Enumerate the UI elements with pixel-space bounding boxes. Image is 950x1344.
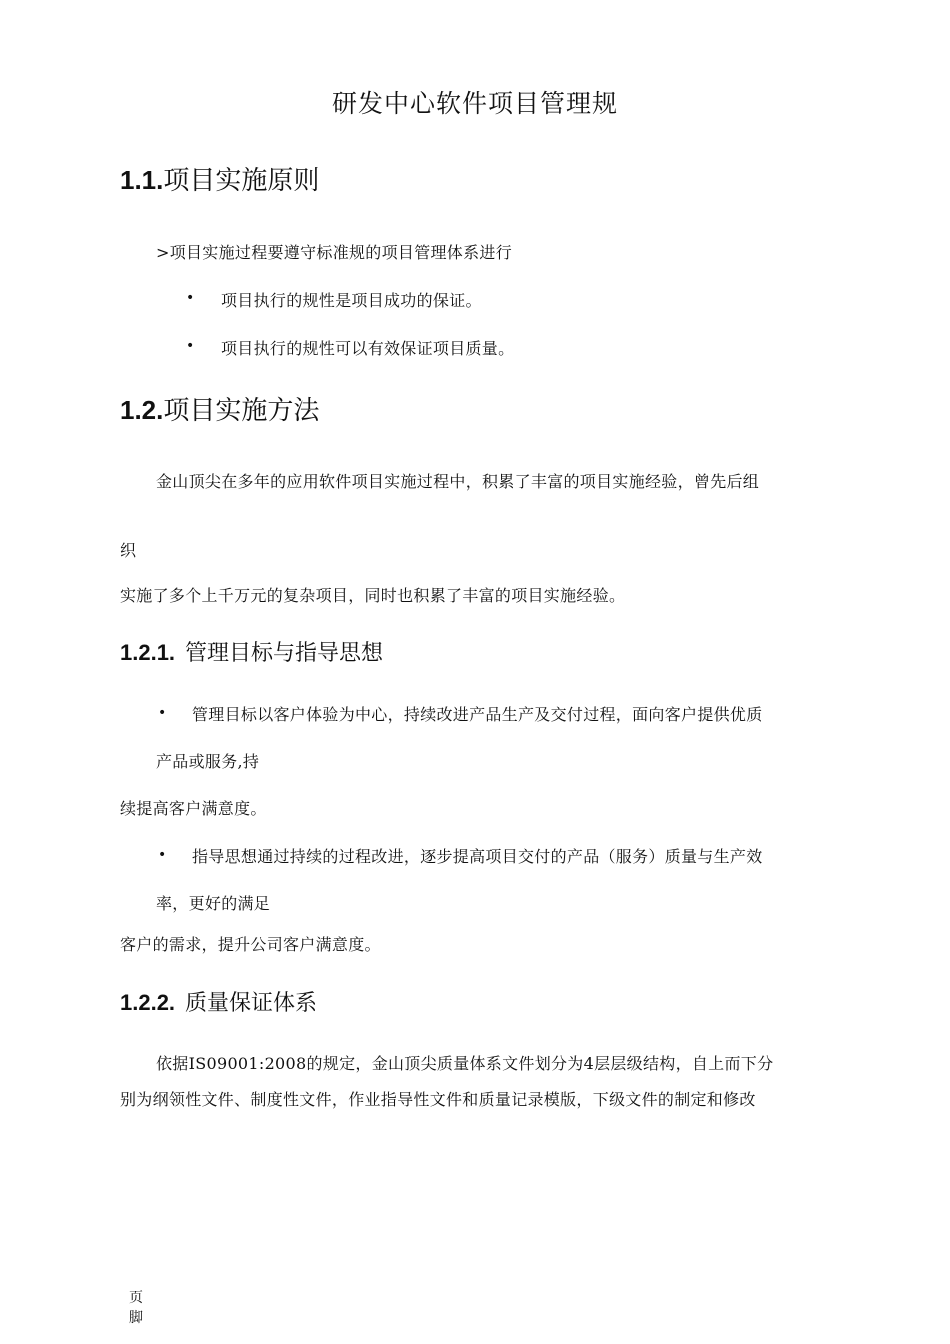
paragraph-line: 织: [120, 541, 137, 560]
bullet-marker: •: [186, 338, 195, 354]
bullet-item: 项目执行的规性是项目成功的保证。: [221, 291, 482, 310]
paragraph-line: 别为纲领性文件、制度性文件，作业指导性文件和质量记录模版，下级文件的制定和修改: [120, 1090, 756, 1109]
section-title: 管理目标与指导思想: [185, 641, 384, 666]
bullet-item: 指导思想通过持续的过程改进，逐步提高项目交付的产品（服务）质量与生产效: [192, 847, 763, 866]
section-heading-1-2-1: [120, 636, 383, 667]
bullet-marker: •: [158, 847, 167, 863]
footer-line: 脚: [129, 1310, 143, 1326]
bullet-continuation: 续提高客户满意度。: [120, 799, 267, 818]
paragraph-line: 实施了多个上千万元的复杂项目，同时也积累了丰富的项目实施经验。: [120, 586, 626, 605]
section-heading-1-2: [120, 390, 319, 427]
section-heading-1-1: [120, 160, 319, 197]
bullet-continuation: 客户的需求，提升公司客户满意度。: [120, 935, 381, 954]
section-title: 质量保证体系: [185, 991, 318, 1016]
bullet-marker: •: [186, 290, 195, 306]
bullet-item: 管理目标以客户体验为中心，持续改进产品生产及交付过程，面向客户提供优质: [192, 705, 763, 724]
bullet-item: 项目执行的规性可以有效保证项目质量。: [221, 339, 515, 358]
section-title: 项目实施原则: [163, 166, 320, 196]
section-number: 1.2.: [120, 395, 164, 425]
section-number: 1.1.: [120, 165, 164, 195]
section-1-1-lead: >项目实施过程要遵守标准规的项目管理体系进行: [156, 243, 513, 262]
section-number: 1.2.2.: [120, 990, 176, 1015]
bullet-continuation: 率，更好的满足: [156, 894, 271, 913]
document-title: 研发中心软件项目管理规: [331, 89, 618, 118]
section-heading-1-2-2: [120, 986, 317, 1017]
bullet-continuation: 产品或服务,持: [156, 752, 260, 771]
page-footer: [129, 1288, 143, 1328]
bullet-marker: •: [158, 705, 167, 721]
paragraph-line: 依据IS09001:2008的规定，金山顶尖质量体系文件划分为4层层级结构，自上而下分: [156, 1054, 774, 1073]
footer-line: 页: [129, 1290, 143, 1306]
section-title: 项目实施方法: [163, 396, 320, 426]
paragraph-line: 金山顶尖在多年的应用软件项目实施过程中，积累了丰富的项目实施经验，曾先后组: [156, 472, 760, 491]
section-number: 1.2.1.: [120, 640, 176, 665]
